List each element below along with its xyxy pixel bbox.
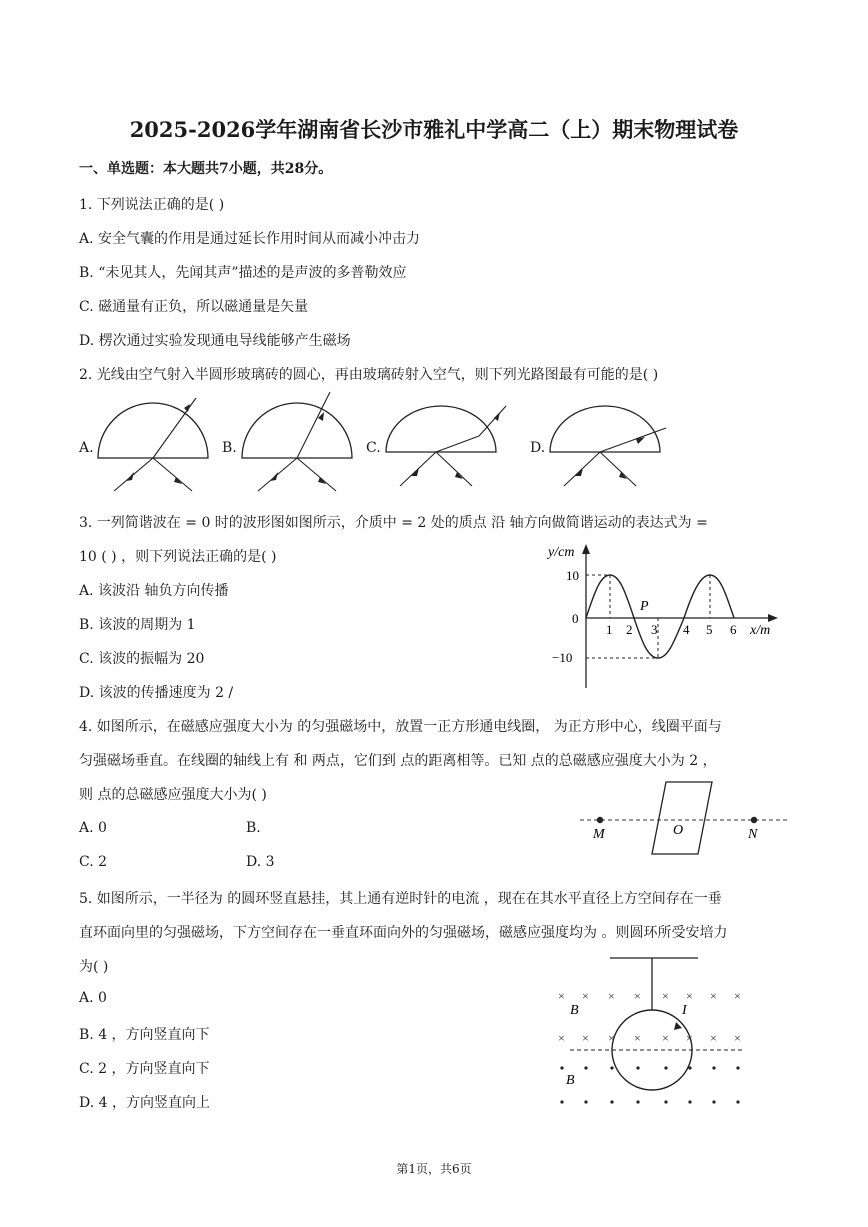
x-tick-2: 2 (626, 622, 633, 637)
semicircle-glass (242, 403, 352, 458)
q1-option-a: A. 安全气囊的作用是通过延长作用时间从而减小冲击力 (79, 231, 421, 247)
svg-text:×: × (608, 989, 615, 1003)
x-axis-arrow (768, 614, 778, 622)
q5-option-a: A. 0 (79, 990, 107, 1006)
q1-option-c: C. 磁通量有正负，所以磁通量是矢量 (79, 299, 309, 315)
q4-option-c: C. 2 (79, 854, 108, 870)
svg-text:×: × (558, 989, 565, 1003)
q4-stem-cont2: 则 点的总磁感应强度大小为( ) (79, 787, 267, 803)
svg-text:×: × (734, 989, 741, 1003)
q2-figure-a (96, 394, 212, 494)
q3-option-a: A. 该波沿 轴负方向传播 (79, 583, 229, 599)
svg-text:×: × (608, 1031, 615, 1045)
x-tick-4: 4 (683, 622, 690, 637)
q2-figure-c (384, 404, 508, 494)
svg-text:×: × (662, 989, 669, 1003)
q5-option-c: C. 2 ，方向竖直向下 (79, 1061, 210, 1077)
semicircle-glass (98, 403, 208, 458)
y-axis-label: y/cm (548, 545, 575, 560)
q4-coil-figure (578, 776, 790, 862)
y-tick-10: 10 (566, 568, 579, 583)
q3-stem: 3. 一列简谐波在 = 0 时的波形图如图所示，介质中 = 2 处的质点 沿 轴方向做简谐运动的表达式为 = (79, 515, 708, 531)
svg-text:×: × (582, 989, 589, 1003)
page-footer: 第1页，共6页 (396, 1162, 472, 1176)
svg-text:×: × (634, 989, 641, 1003)
svg-text:×: × (558, 1031, 565, 1045)
x-tick-3: 3 (651, 622, 658, 637)
semicircle-glass (550, 406, 660, 452)
page-title: 2025-2026学年湖南省长沙市雅礼中学高二（上）期末物理试卷 (129, 117, 739, 142)
q4-stem: 4. 如图所示，在磁感应强度大小为 的匀强磁场中，放置一正方形通电线圈， 为正方形中心，线圈平面与 (79, 719, 722, 735)
q1-option-d: D. 楞次通过实验发现通电导线能够产生磁场 (79, 333, 351, 349)
label-o: O (673, 823, 684, 838)
current-ring (612, 1010, 692, 1090)
q3-stem-cont: 10 ( ) ，则下列说法正确的是( ) (79, 549, 277, 565)
point-p-label: P (640, 599, 649, 614)
svg-text:×: × (734, 1031, 741, 1045)
b-upper-label: B (570, 1003, 579, 1018)
q2-figure-d (548, 404, 672, 494)
square-coil (652, 782, 712, 854)
current-label: I (682, 1003, 687, 1018)
svg-text:×: × (710, 989, 717, 1003)
x-axis-label: x/m (750, 623, 771, 638)
q2-stem: 2. 光线由空气射入半圆形玻璃砖的圆心，再由玻璃砖射入空气，则下列光路图最有可能的是( ) (79, 367, 659, 383)
x-tick-1: 1 (606, 622, 613, 637)
q5-option-b: B. 4 ，方向竖直向下 (79, 1027, 210, 1043)
q3-option-d: D. 该波的传播速度为 2 / (79, 685, 234, 701)
q1-option-b: B. “未见其人，先闻其声”描述的是声波的多普勒效应 (79, 265, 407, 281)
q1-stem: 1. 下列说法正确的是( ) (79, 197, 225, 213)
q4-option-b: B. (246, 820, 261, 836)
label-n: N (748, 827, 758, 842)
y-tick-neg10: −10 (552, 650, 573, 665)
q2-option-c-label: C. (366, 440, 381, 456)
q5-stem-cont: 直环面向里的匀强磁场，下方空间存在一垂直环面向外的匀强磁场，磁感应强度均为 。则圆环所受安培力 (79, 925, 728, 941)
svg-text:×: × (582, 1031, 589, 1045)
svg-text:×: × (686, 989, 693, 1003)
point-n (751, 817, 757, 823)
q2-option-d-label: D. (530, 440, 546, 456)
section-heading: 一、单选题：本大题共7小题，共28分。 (79, 161, 333, 177)
wave-curve (586, 575, 734, 658)
q4-stem-cont: 匀强磁场垂直。在线圈的轴线上有 和 两点，它们到 点的距离相等。已知 点的总磁感应强度大小为 2 ， (79, 753, 717, 769)
b-lower-label: B (566, 1073, 575, 1088)
svg-text:×: × (662, 1031, 669, 1045)
svg-text:×: × (634, 1031, 641, 1045)
q2-option-b-label: B. (222, 440, 237, 456)
x-tick-6: 6 (730, 622, 737, 637)
q5-ring-figure (552, 950, 752, 1108)
q5-stem-cont2: 为( ) (79, 959, 109, 975)
y-tick-0: 0 (572, 611, 579, 626)
y-axis-arrow (582, 544, 590, 554)
q4-option-a: A. 0 (79, 820, 107, 836)
point-m (597, 817, 603, 823)
svg-text:×: × (710, 1031, 717, 1045)
field-into-page-marks (558, 989, 741, 1045)
q5-stem: 5. 如图所示，一半径为 的圆环竖直悬挂，其上通有逆时针的电流 ，现在在其水平直径上方空间存在一垂 (79, 891, 722, 907)
semicircle-glass (386, 406, 496, 452)
q3-wave-figure (540, 542, 790, 690)
x-tick-5: 5 (706, 622, 713, 637)
svg-text:×: × (686, 1031, 693, 1045)
q2-option-a-label: A. (79, 440, 94, 456)
q5-option-d: D. 4 ，方向竖直向上 (79, 1095, 210, 1111)
q4-option-d: D. 3 (246, 854, 275, 870)
field-out-of-page-marks (560, 1066, 739, 1103)
label-m: M (593, 827, 605, 842)
q3-option-b: B. 该波的周期为 1 (79, 617, 196, 633)
q2-figure-b (240, 392, 356, 494)
q3-option-c: C. 该波的振幅为 20 (79, 651, 205, 667)
